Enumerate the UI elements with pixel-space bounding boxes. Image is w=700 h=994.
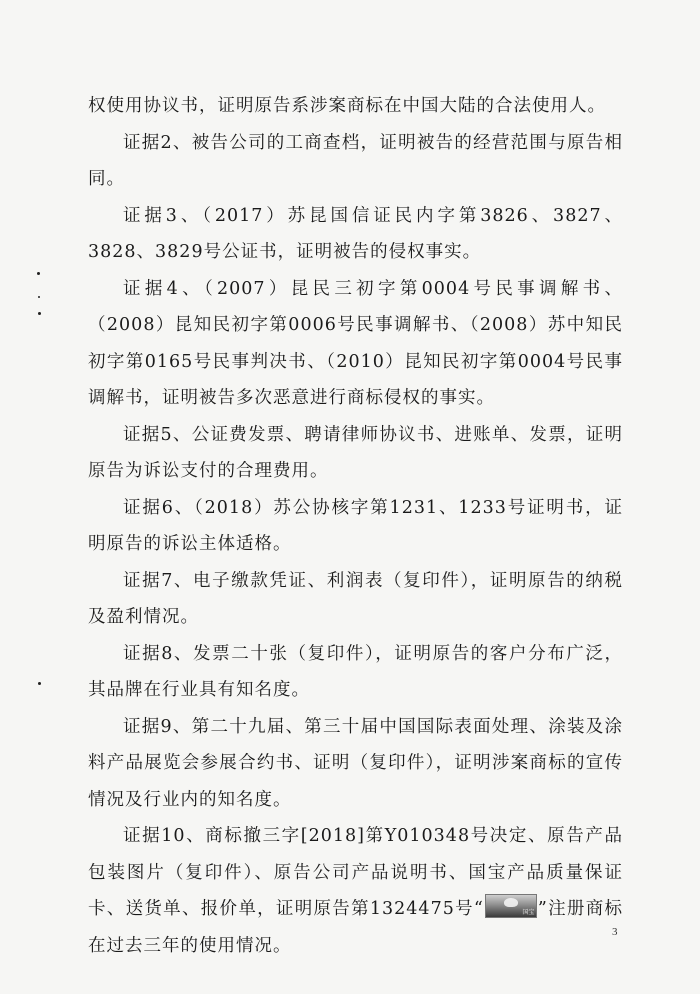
paragraph-evidence-4: 证据4、（2007）昆民三初字第0004号民事调解书、（2008）昆知民初字第0006号民事调解书、（2008）苏中知民初字第0165号民事判决书、（2010）昆知民初字第0004号民事调解书，证明被告多次恶意进行商标侵权的事实。	[88, 278, 623, 408]
scan-speck	[38, 682, 41, 685]
document-body	[88, 88, 623, 964]
evidence-10-text-before: 证据10、商标撤三字[2018]第Y010348号决定、原告产品包装图片（复印件）、原告公司产品说明书、国宝产品质量保证卡、送货单、报价单，证明原告第1324475号“	[88, 826, 623, 919]
page-number: 3	[612, 926, 618, 938]
paragraph-evidence-6: 证据6、（2018）苏公协核字第1231、1233号证明书，证明原告的诉讼主体适格。	[88, 497, 623, 554]
paragraph-evidence-8: 证据8、发票二十张（复印件），证明原告的客户分布广泛，其品牌在行业具有知名度。	[88, 643, 623, 700]
paragraph-evidence-5: 证据5、公证费发票、聘请律师协议书、进账单、发票，证明原告为诉讼支付的合理费用。	[88, 424, 623, 481]
paragraph-evidence-3: 证据3、（2017）苏昆国信证民内字第3826、3827、3828、3829号公证书，证明被告的侵权事实。	[88, 205, 623, 262]
paragraph-evidence-2: 证据2、被告公司的工商查档，证明被告的经营范围与原告相同。	[88, 132, 623, 189]
paragraph-evidence-9: 证据9、第二十九届、第三十届中国国际表面处理、涂装及涂料产品展览会参展合约书、证明（复印件），证明涉案商标的宣传情况及行业内的知名度。	[88, 716, 623, 810]
paragraph-evidence-7: 证据7、电子缴款凭证、利润表（复印件），证明原告的纳税及盈利情况。	[88, 570, 623, 627]
trademark-emblem-icon	[504, 898, 518, 907]
scan-speck	[38, 312, 41, 315]
paragraph-continuation: 权使用协议书，证明原告系涉案商标在中国大陆的合法使用人。	[88, 96, 606, 116]
scan-speck	[37, 272, 40, 275]
trademark-logo-image	[485, 894, 537, 918]
scan-speck	[38, 296, 40, 298]
trademark-logo-text: 国宝	[522, 909, 535, 916]
paragraph-evidence-10	[88, 818, 623, 964]
evidence-10-text-after: ”注册商标在过去三年的使用情况。	[88, 899, 623, 956]
